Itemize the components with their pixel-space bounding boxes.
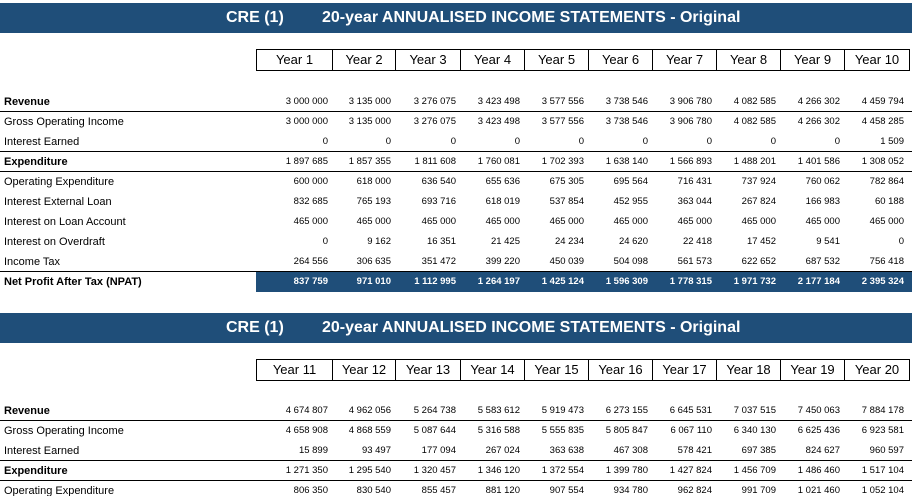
year-header-cell[interactable]: Year 5	[525, 50, 589, 70]
value-cell[interactable]: 991 709	[741, 485, 776, 496]
value-cell[interactable]: 4 868 559	[348, 425, 391, 436]
value-cell[interactable]: 24 620	[618, 236, 648, 247]
table-row	[0, 152, 912, 172]
value-cell[interactable]: 1 271 350	[285, 465, 328, 476]
value-cell[interactable]: 7 450 063	[797, 405, 840, 416]
value-cell[interactable]: 1 346 120	[477, 465, 520, 476]
year-header-cell[interactable]: Year 7	[653, 50, 717, 70]
value-cell[interactable]: 1 320 457	[413, 465, 456, 476]
year-header-cell[interactable]: Year 9	[781, 50, 845, 70]
value-cell[interactable]: 5 919 473	[541, 405, 584, 416]
table-row	[0, 272, 912, 292]
value-cell[interactable]: 4 459 794	[861, 96, 904, 107]
table-row	[0, 252, 912, 272]
row-label[interactable]: Interest Earned	[4, 445, 80, 457]
value-cell[interactable]: 0	[770, 136, 776, 147]
year-header-cell[interactable]: Year 17	[653, 360, 717, 380]
value-cell[interactable]: 907 554	[549, 485, 584, 496]
year-header-row	[256, 359, 910, 381]
value-cell[interactable]: 1 372 554	[541, 465, 584, 476]
value-cell[interactable]: 306 635	[356, 256, 391, 267]
row-label[interactable]: Net Profit After Tax (NPAT)	[0, 272, 256, 292]
table-row	[0, 421, 912, 441]
value-cell[interactable]: 687 532	[805, 256, 840, 267]
value-cell[interactable]: 6 923 581	[861, 425, 904, 436]
value-cell[interactable]: 971 010	[356, 276, 391, 287]
value-cell[interactable]: 1 456 709	[733, 465, 776, 476]
value-cell[interactable]: 1 778 315	[669, 276, 712, 287]
row-label[interactable]: Income Tax	[4, 256, 61, 268]
value-cell[interactable]: 9 162	[367, 236, 391, 247]
value-cell[interactable]: 3 135 000	[348, 116, 391, 127]
value-cell[interactable]: 693 716	[421, 196, 456, 207]
table-row	[0, 232, 912, 252]
value-cell[interactable]: 3 000 000	[285, 96, 328, 107]
value-cell[interactable]: 962 824	[677, 485, 712, 496]
value-cell[interactable]: 399 220	[485, 256, 520, 267]
value-cell[interactable]: 3 577 556	[541, 116, 584, 127]
cre-label: CRE (1)	[226, 9, 284, 26]
value-cell[interactable]: 4 458 285	[861, 116, 904, 127]
value-cell[interactable]: 3 135 000	[348, 96, 391, 107]
value-cell[interactable]: 465 000	[356, 216, 391, 227]
value-cell[interactable]: 4 266 302	[797, 96, 840, 107]
value-cell[interactable]: 3 423 498	[477, 96, 520, 107]
value-cell[interactable]: 1 702 393	[541, 156, 584, 167]
year-header-cell[interactable]: Year 15	[525, 360, 589, 380]
table-row	[0, 92, 912, 112]
value-cell[interactable]: 0	[322, 136, 328, 147]
value-cell[interactable]: 0	[385, 136, 391, 147]
value-cell[interactable]: 3 423 498	[477, 116, 520, 127]
row-label[interactable]: Revenue	[4, 96, 50, 108]
value-cell[interactable]: 5 583 612	[477, 405, 520, 416]
row-label[interactable]: Gross Operating Income	[4, 425, 124, 437]
value-cell[interactable]: 855 457	[421, 485, 456, 496]
table-row	[0, 441, 912, 461]
value-cell[interactable]: 561 573	[677, 256, 712, 267]
statement-title: 20-year ANNUALISED INCOME STATEMENTS - Original	[322, 9, 741, 26]
value-cell[interactable]: 824 627	[805, 445, 840, 456]
value-cell[interactable]: 1 264 197	[477, 276, 520, 287]
value-cell[interactable]: 351 472	[421, 256, 456, 267]
value-cell[interactable]: 7 884 178	[861, 405, 904, 416]
value-cell[interactable]: 4 962 056	[348, 405, 391, 416]
table-row	[0, 212, 912, 232]
table-row	[0, 172, 912, 192]
value-cell[interactable]: 1 857 355	[348, 156, 391, 167]
value-cell[interactable]: 760 062	[805, 176, 840, 187]
value-cell[interactable]: 716 431	[677, 176, 712, 187]
value-cell[interactable]: 1 401 586	[797, 156, 840, 167]
value-cell[interactable]: 6 625 436	[797, 425, 840, 436]
value-cell[interactable]: 837 759	[293, 276, 328, 287]
value-cell[interactable]: 467 308	[613, 445, 648, 456]
value-cell[interactable]: 782 864	[869, 176, 904, 187]
value-cell[interactable]: 1 427 824	[669, 465, 712, 476]
value-cell[interactable]: 3 000 000	[285, 116, 328, 127]
value-cell[interactable]: 2 177 184	[797, 276, 840, 287]
value-cell[interactable]: 765 193	[356, 196, 391, 207]
row-label[interactable]: Expenditure	[4, 465, 68, 477]
value-cell[interactable]: 1 295 540	[348, 465, 391, 476]
value-cell[interactable]: 1 897 685	[285, 156, 328, 167]
value-cell[interactable]: 465 000	[805, 216, 840, 227]
value-cell[interactable]: 6 340 130	[733, 425, 776, 436]
value-cell[interactable]: 450 039	[549, 256, 584, 267]
table-row	[0, 481, 912, 496]
value-cell[interactable]: 934 780	[613, 485, 648, 496]
year-header-cell[interactable]: Year 4	[461, 50, 525, 70]
value-cell[interactable]: 0	[514, 136, 520, 147]
row-label[interactable]: Gross Operating Income	[4, 116, 124, 128]
year-header-cell[interactable]: Year 11	[257, 360, 333, 380]
value-cell[interactable]: 6 067 110	[670, 425, 712, 436]
row-label[interactable]: Revenue	[4, 405, 50, 417]
value-cell[interactable]: 93 497	[361, 445, 391, 456]
value-cell[interactable]: 0	[834, 136, 840, 147]
value-cell[interactable]: 1 811 608	[414, 156, 456, 167]
year-header-cell[interactable]: Year 20	[854, 362, 900, 377]
row-label[interactable]: Operating Expenditure	[4, 176, 115, 188]
value-cell[interactable]: 1 760 081	[477, 156, 520, 167]
value-cell[interactable]: 4 082 585	[733, 96, 776, 107]
value-cell[interactable]: 0	[898, 236, 904, 247]
value-cell[interactable]: 1 399 780	[605, 465, 648, 476]
table-row	[0, 461, 912, 481]
value-cell[interactable]: 622 652	[741, 256, 776, 267]
value-cell[interactable]: 675 305	[549, 176, 584, 187]
section-banner	[0, 313, 912, 343]
value-cell[interactable]: 636 540	[421, 176, 456, 187]
year-header-cell[interactable]: Year 13	[396, 360, 461, 380]
value-cell[interactable]: 1 517 104	[861, 465, 904, 476]
table-row	[0, 192, 912, 212]
value-cell[interactable]: 830 540	[356, 485, 391, 496]
value-cell[interactable]: 3 738 546	[605, 116, 648, 127]
value-cell[interactable]: 578 421	[677, 445, 712, 456]
value-cell[interactable]: 1 052 104	[861, 485, 904, 496]
value-cell[interactable]: 3 276 075	[413, 116, 456, 127]
year-header-cell[interactable]: Year 6	[589, 50, 653, 70]
value-cell[interactable]: 881 120	[485, 485, 520, 496]
statement-title: 20-year ANNUALISED INCOME STATEMENTS - Original	[322, 319, 741, 336]
value-cell[interactable]: 4 266 302	[797, 116, 840, 127]
value-cell[interactable]: 465 000	[421, 216, 456, 227]
value-cell[interactable]: 2 395 324	[861, 276, 904, 287]
value-cell[interactable]: 537 854	[549, 196, 584, 207]
value-cell[interactable]: 960 597	[869, 445, 904, 456]
value-cell[interactable]: 600 000	[293, 176, 328, 187]
value-cell[interactable]: 5 264 738	[413, 405, 456, 416]
value-cell[interactable]: 465 000	[293, 216, 328, 227]
value-cell[interactable]: 1 509	[880, 136, 904, 147]
value-cell[interactable]: 5 805 847	[605, 425, 648, 436]
value-cell[interactable]: 363 044	[677, 196, 712, 207]
value-cell[interactable]: 1 112 995	[414, 276, 456, 287]
value-cell[interactable]: 1 596 309	[605, 276, 648, 287]
row-label[interactable]: Interest on Overdraft	[4, 236, 105, 248]
value-cell[interactable]: 0	[706, 136, 712, 147]
year-header-cell[interactable]: Year 18	[717, 360, 781, 380]
value-cell[interactable]: 3 906 780	[669, 96, 712, 107]
value-cell[interactable]: 504 098	[613, 256, 648, 267]
value-cell[interactable]: 0	[450, 136, 456, 147]
value-cell[interactable]: 1 425 124	[541, 276, 584, 287]
cre-label: CRE (1)	[226, 319, 284, 336]
value-cell[interactable]: 1 021 460	[797, 485, 840, 496]
value-cell[interactable]: 465 000	[677, 216, 712, 227]
value-cell[interactable]: 756 418	[869, 256, 904, 267]
value-cell[interactable]: 1 971 732	[733, 276, 776, 287]
value-cell[interactable]: 7 037 515	[733, 405, 776, 416]
value-cell[interactable]: 465 000	[549, 216, 584, 227]
table-row	[0, 132, 912, 152]
value-cell[interactable]: 3 906 780	[669, 116, 712, 127]
table-row	[0, 401, 912, 421]
value-cell[interactable]: 21 425	[490, 236, 520, 247]
value-cell[interactable]: 3 577 556	[541, 96, 584, 107]
value-cell[interactable]: 5 087 644	[413, 425, 456, 436]
value-cell[interactable]: 177 094	[421, 445, 456, 456]
value-cell[interactable]: 4 674 807	[285, 405, 328, 416]
year-header-cell[interactable]: Year 8	[717, 50, 781, 70]
value-cell[interactable]: 832 685	[293, 196, 328, 207]
year-header-cell[interactable]: Year 12	[333, 360, 396, 380]
value-cell[interactable]: 264 556	[293, 256, 328, 267]
value-cell[interactable]: 1 488 201	[733, 156, 776, 167]
value-cell[interactable]: 452 955	[613, 196, 648, 207]
row-label[interactable]: Interest on Loan Account	[4, 216, 126, 228]
value-cell[interactable]: 9 541	[816, 236, 840, 247]
value-cell[interactable]: 3 738 546	[605, 96, 648, 107]
year-header-cell[interactable]: Year 19	[781, 360, 845, 380]
value-cell[interactable]: 465 000	[613, 216, 648, 227]
value-cell[interactable]: 6 273 155	[605, 405, 648, 416]
row-label[interactable]: Expenditure	[4, 156, 68, 168]
value-cell[interactable]: 0	[578, 136, 584, 147]
value-cell[interactable]: 4 082 585	[733, 116, 776, 127]
value-cell[interactable]: 17 452	[746, 236, 776, 247]
value-cell[interactable]: 697 385	[741, 445, 776, 456]
value-cell[interactable]: 618 000	[356, 176, 391, 187]
value-cell[interactable]: 737 924	[741, 176, 776, 187]
year-header-row	[256, 49, 910, 71]
value-cell[interactable]: 15 899	[298, 445, 328, 456]
value-cell[interactable]: 267 024	[485, 445, 520, 456]
value-cell[interactable]: 1 308 052	[861, 156, 904, 167]
value-cell[interactable]: 618 019	[485, 196, 520, 207]
value-cell[interactable]: 1 566 893	[669, 156, 712, 167]
row-label[interactable]: Interest Earned	[4, 136, 80, 148]
value-cell[interactable]: 655 636	[485, 176, 520, 187]
value-cell[interactable]: 0	[642, 136, 648, 147]
value-cell[interactable]: 806 350	[293, 485, 328, 496]
year-header-cell[interactable]: Year 2	[333, 50, 396, 70]
value-cell[interactable]: 0	[322, 236, 328, 247]
value-cell[interactable]: 4 658 908	[285, 425, 328, 436]
value-cell[interactable]: 1 486 460	[797, 465, 840, 476]
year-header-cell[interactable]: Year 14	[461, 360, 525, 380]
value-cell[interactable]: 24 234	[554, 236, 584, 247]
value-cell[interactable]: 363 638	[549, 445, 584, 456]
section-banner	[0, 3, 912, 33]
value-cell[interactable]: 465 000	[869, 216, 904, 227]
value-cell[interactable]: 5 316 588	[477, 425, 520, 436]
value-cell[interactable]: 3 276 075	[413, 96, 456, 107]
value-cell[interactable]: 465 000	[741, 216, 776, 227]
value-cell[interactable]: 465 000	[485, 216, 520, 227]
value-cell[interactable]: 16 351	[426, 236, 456, 247]
year-header-cell[interactable]: Year 16	[589, 360, 653, 380]
value-cell[interactable]: 22 418	[682, 236, 712, 247]
value-cell[interactable]: 695 564	[613, 176, 648, 187]
year-header-cell[interactable]: Year 10	[854, 52, 900, 67]
year-header-cell[interactable]: Year 1	[257, 50, 333, 70]
value-cell[interactable]: 6 645 531	[669, 405, 712, 416]
year-header-cell[interactable]: Year 3	[396, 50, 461, 70]
value-cell[interactable]: 267 824	[741, 196, 776, 207]
value-cell[interactable]: 166 983	[805, 196, 840, 207]
value-cell[interactable]: 5 555 835	[541, 425, 584, 436]
table-row	[0, 112, 912, 132]
value-cell[interactable]: 60 188	[874, 196, 904, 207]
row-label[interactable]: Operating Expenditure	[4, 485, 115, 496]
value-cell[interactable]: 1 638 140	[605, 156, 648, 167]
row-label[interactable]: Interest External Loan	[4, 196, 112, 208]
